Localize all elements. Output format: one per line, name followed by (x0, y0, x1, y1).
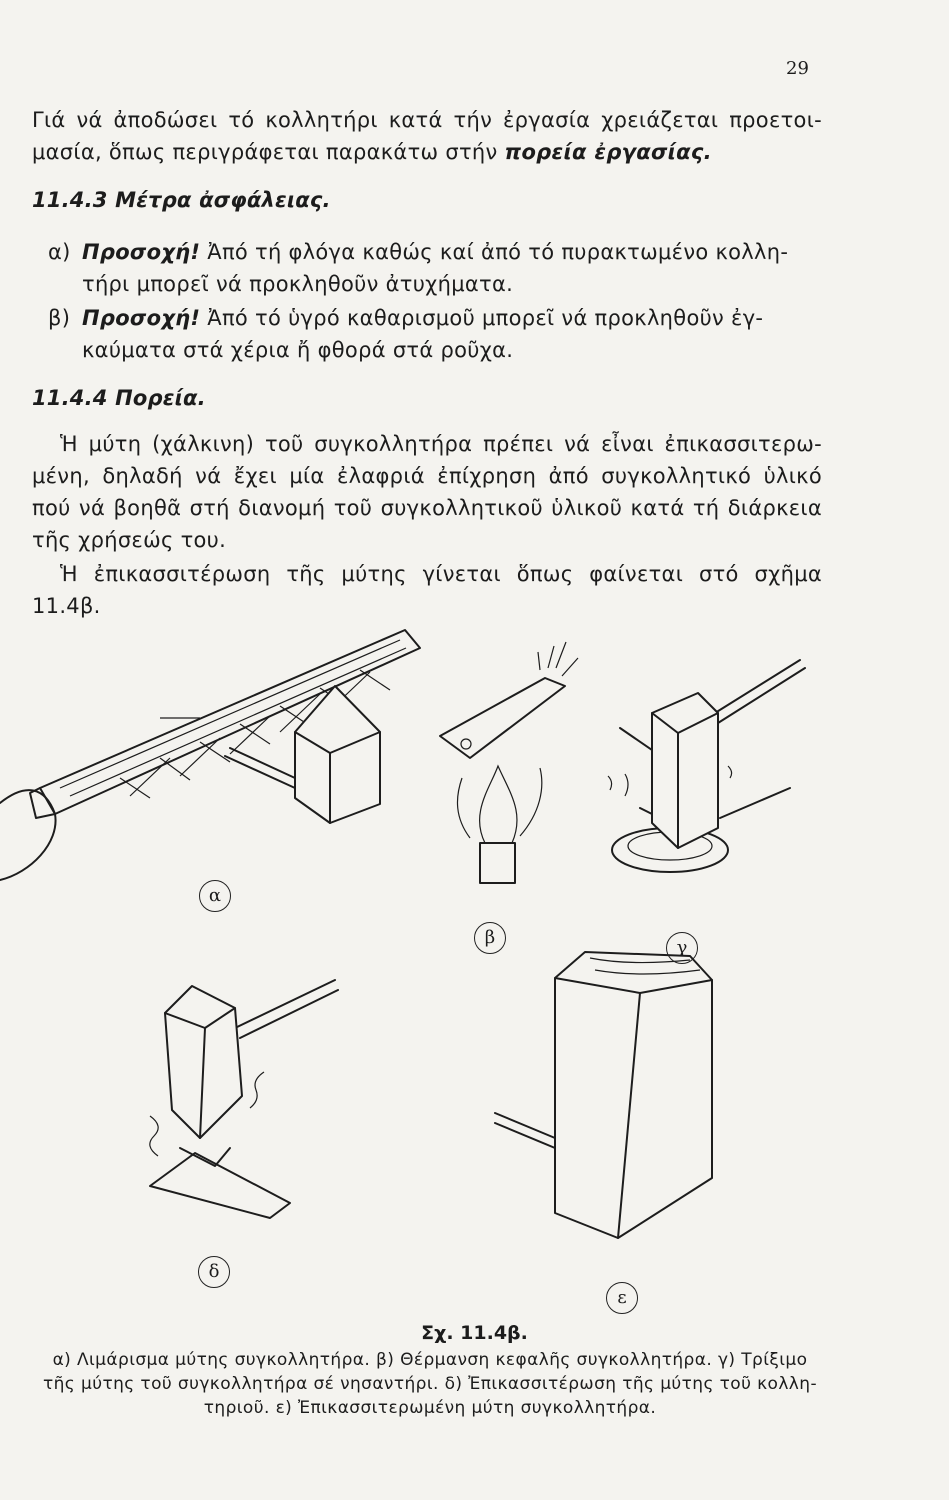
intro-line-2 (32, 136, 822, 168)
page-number: 29 (786, 58, 809, 79)
section-heading-11-4-3: 11.4.3 Μέτρα ἀσφάλειας. (32, 188, 331, 212)
flame-illustration (440, 642, 578, 883)
procedure-line-6: 11.4β. (32, 594, 101, 618)
section-heading-11-4-4: 11.4.4 Πορεία. (32, 386, 206, 410)
caption-line-1: α) Λιμάρισμα μύτης συγκολλητήρα. β) Θέρμανση κεφαλῆς συγκολλητήρα. γ) Τρίξιμο (52, 1350, 808, 1370)
tinning-illustration (150, 980, 338, 1218)
warning-label: Προσοχή! (82, 240, 201, 264)
figure-11-4b (0, 618, 949, 1318)
figure-label-b: β (474, 922, 506, 954)
procedure-line-2: μένη, δηλαδή νά ἔχει μία ἐλαφριά ἐπίχρηση ἀπό συγκολλητικό ὑλικό (32, 464, 822, 488)
safety-item-b (48, 302, 822, 366)
safety-item-a (48, 236, 822, 300)
tinned-tip-illustration (495, 952, 712, 1238)
figure-label-d: δ (198, 1256, 230, 1288)
procedure-line-3: πού νά βοηθᾶ στή διανομή τοῦ συγκολλητικοῦ ὑλικοῦ κατά τή διάρκεια (32, 496, 822, 520)
list-text: Ἀπό τό ὑγρό καθαρισμοῦ μπορεῖ νά προκληθοῦν ἐγ- (200, 306, 764, 330)
list-marker: β) (48, 306, 71, 330)
cleaning-illustration (608, 660, 805, 872)
warning-label: Προσοχή! (82, 306, 201, 330)
procedure-line-1: Ἡ μύτη (χάλκινη) τοῦ συγκολλητήρα πρέπει νά εἶναι ἐπικασσιτερω- (60, 432, 822, 456)
procedure-line-4: τῆς χρήσεώς του. (32, 528, 227, 552)
caption-line-2: τῆς μύτης τοῦ συγκολλητήρα σέ νησαντήρι. δ) Ἐπικασσιτέρωση τῆς μύτης τοῦ κολλη- (43, 1374, 817, 1394)
figure-label-a: α (199, 880, 231, 912)
figure-caption (30, 1348, 830, 1420)
file-illustration (0, 630, 420, 880)
figure-illustration (0, 618, 949, 1318)
figure-caption-title: Σχ. 11.4β. (421, 1322, 528, 1344)
list-text: Ἀπό τή φλόγα καθώς καί ἀπό τό πυρακτωμένο κολλη- (200, 240, 789, 264)
intro-line-2-emphasis: πορεία ἐργασίας. (504, 140, 712, 164)
intro-line-2-prefix: μασία, ὅπως περιγράφεται παρακάτω στήν (32, 140, 505, 164)
intro-line-1: Γιά νά ἀποδώσει τό κολλητήρι κατά τήν ἐργασία χρειάζεται προετοι- (32, 108, 822, 132)
list-marker: α) (48, 240, 71, 264)
figure-label-e: ε (606, 1282, 638, 1314)
list-text-continued: τήρι μπορεῖ νά προκληθοῦν ἀτυχήματα. (82, 272, 514, 296)
caption-line-3: τηριοῦ. ε) Ἐπικασσιτερωμένη μύτη συγκολλητήρα. (203, 1398, 657, 1418)
list-text-continued: καύματα στά χέρια ἤ φθορά στά ροῦχα. (82, 338, 514, 362)
figure-label-c: γ (666, 932, 698, 964)
procedure-line-5: Ἡ ἐπικασσιτέρωση τῆς μύτης γίνεται ὅπως φαίνεται στό σχῆμα (60, 562, 822, 586)
